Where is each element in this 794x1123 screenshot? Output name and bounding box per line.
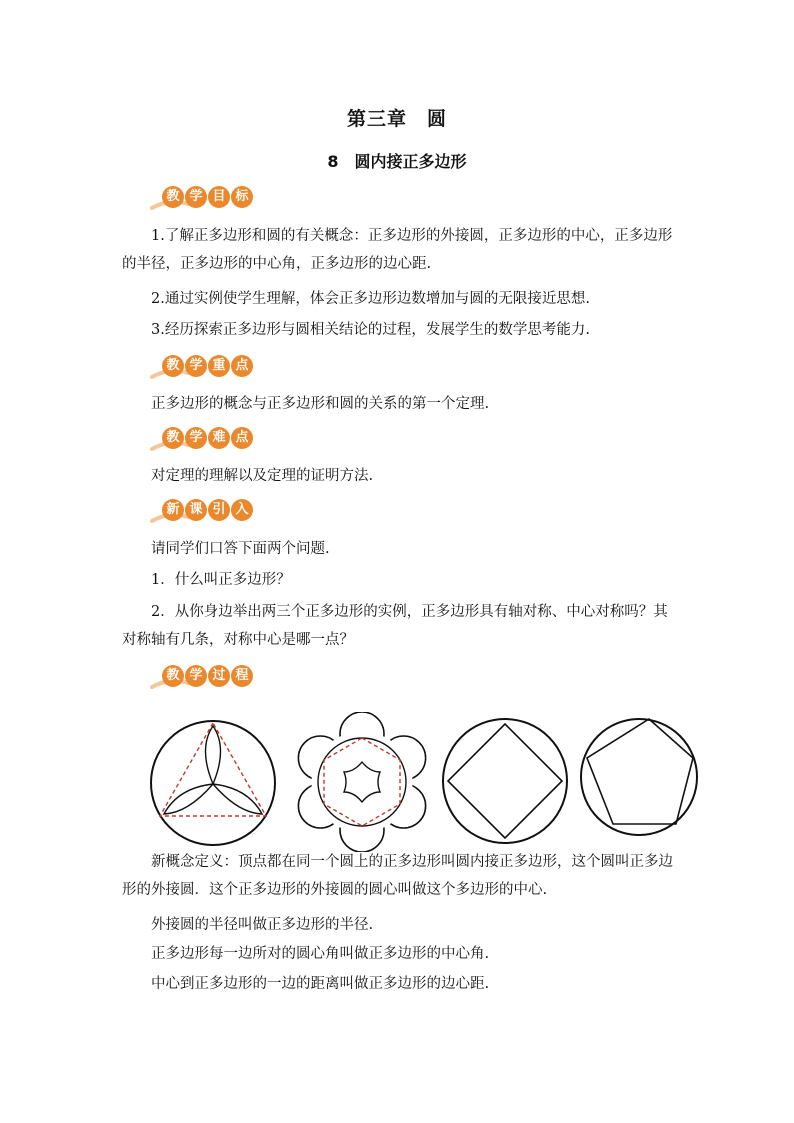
section-badge-char: 点 xyxy=(231,355,253,377)
goal-item-1: 1.了解正多边形和圆的有关概念：正多边形的外接圆，正多边形的中心，正多边形的半径，正多边形的中心角，正多边形的边心距. xyxy=(122,228,673,272)
intro-question-1: 1．什么叫正多边形？ xyxy=(151,572,291,588)
section-badge-char: 学 xyxy=(185,355,207,377)
section-header-difficulty xyxy=(150,427,280,455)
key-point-text: 正多边形的概念与正多边形和圆的关系的第一个定理. xyxy=(151,396,490,412)
section-badge-char: 教 xyxy=(162,427,184,449)
figure-square xyxy=(440,716,570,846)
goal-item-2: 2.通过实例使学生理解，体会正多边形边数增加与圆的无限接近思想. xyxy=(151,291,590,307)
definition-4: 中心到正多边形的一边的距离叫做正多边形的边心距. xyxy=(151,976,490,992)
figure-trefoil-triangle xyxy=(148,718,278,848)
section-header-intro xyxy=(150,499,280,527)
chapter-title: 第三章 圆 xyxy=(346,108,447,130)
section-header-goals xyxy=(150,186,280,214)
section-badge-char: 学 xyxy=(185,186,207,208)
section-badge-char: 课 xyxy=(185,499,207,521)
section-badge-char: 标 xyxy=(231,186,253,208)
definition-3: 正多边形每一边所对的圆心角叫做正多边形的中心角. xyxy=(151,946,490,962)
figure-pentagon xyxy=(578,716,700,838)
section-badge-char: 教 xyxy=(162,186,184,208)
definition-1: 新概念定义：顶点都在同一个圆上的正多边形叫圆内接正多边形，这个圆叫正多边形的外接圆．这个正多边形的外接圆的圆心叫做这个多边形的中心. xyxy=(122,854,673,898)
section-header-key xyxy=(150,355,280,383)
section-badge-char: 难 xyxy=(208,427,230,449)
difficulty-point-text: 对定理的理解以及定理的证明方法. xyxy=(151,468,374,484)
section-badge-char: 教 xyxy=(162,665,184,687)
section-badge-char: 重 xyxy=(208,355,230,377)
section-badge-char: 目 xyxy=(208,186,230,208)
section-badge-char: 程 xyxy=(231,665,253,687)
section-badge-char: 学 xyxy=(185,665,207,687)
definition-2: 外接圆的半径叫做正多边形的半径. xyxy=(151,917,374,933)
intro-prompt: 请同学们口答下面两个问题. xyxy=(151,541,330,557)
section-badge-char: 教 xyxy=(162,355,184,377)
figure-flower-hexagon xyxy=(292,712,432,852)
section-badge-char: 新 xyxy=(162,499,184,521)
section-badge-char: 入 xyxy=(231,499,253,521)
section-badge-char: 学 xyxy=(185,427,207,449)
section-header-process xyxy=(150,665,280,693)
section-badge-char: 引 xyxy=(208,499,230,521)
section-badge-char: 过 xyxy=(208,665,230,687)
lesson-title: 8 圆内接正多边形 xyxy=(327,152,467,171)
section-badge-char: 点 xyxy=(231,427,253,449)
intro-question-2: 2．从你身边举出两三个正多边形的实例，正多边形具有轴对称、中心对称吗？其对称轴有几条，对称中心是哪一点？ xyxy=(122,604,668,648)
goal-item-3: 3.经历探索正多边形与圆相关结论的过程，发展学生的数学思考能力. xyxy=(151,322,590,338)
